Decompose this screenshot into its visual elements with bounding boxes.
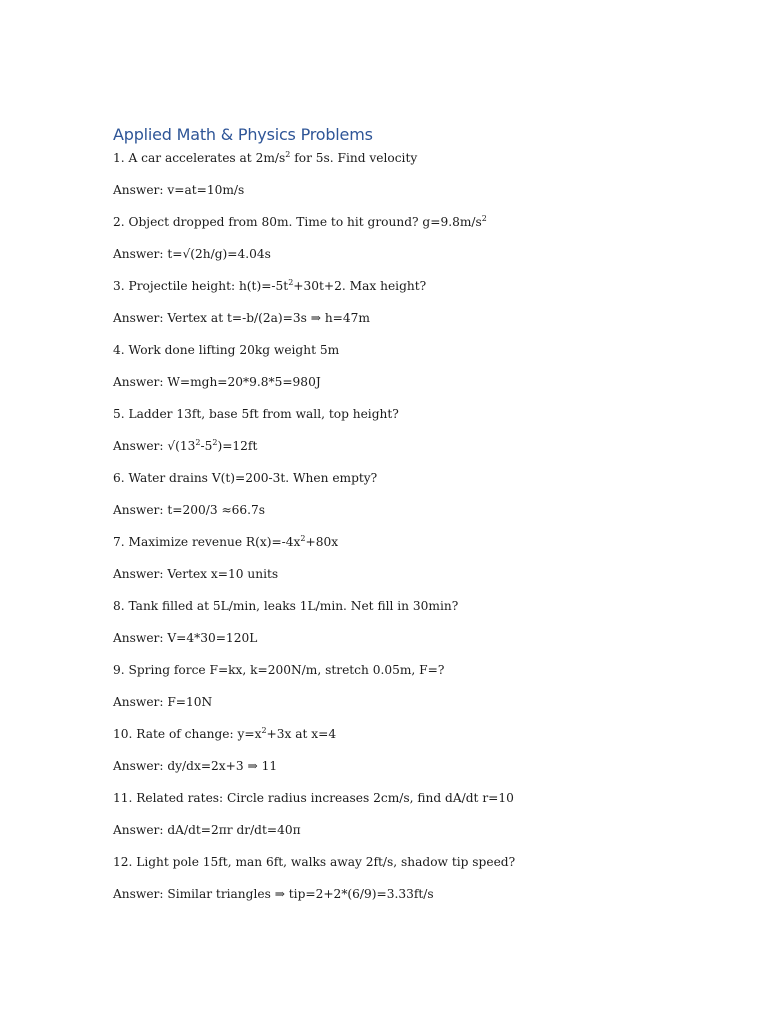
answer-4: Answer: W=mgh=20*9.8*5=980J [113,375,321,389]
problem-12: 12. Light pole 15ft, man 6ft, walks away 2ft/s, shadow tip speed? [113,855,516,869]
answer-11: Answer: dA/dt=2πr dr/dt=40π [113,823,301,837]
answer-12: Answer: Similar triangles ⇒ tip=2+2*(6/9)=3.33ft/s [113,887,434,901]
problem-6: 6. Water drains V(t)=200-3t. When empty? [113,471,378,485]
problem-7: 7. Maximize revenue $R(x)=-4x^2+80x$ [113,533,339,549]
problem-5: 5. Ladder 13ft, base 5ft from wall, top height? [113,407,399,421]
problem-2: 2. Object dropped from 80m. Time to hit ground? $g=9.8m/s^2$ [113,213,487,229]
problem-10: 10. Rate of change: $y=x^2+3x$ at x=4 [113,725,337,741]
problem-4: 4. Work done lifting 20kg weight 5m [113,343,340,357]
problem-1: 1. A car accelerates at $2m/s^2$ for 5s. Find velocity [113,149,418,165]
answer-9: Answer: F=10N [113,695,213,709]
answer-2: Answer: t=√(2h/g)=4.04s [113,247,271,261]
answer-6: Answer: t=200/3 ≈66.7s [113,503,266,517]
problem-3: 3. Projectile height: $h(t)=-5t^2+30t+2$. Max height? [113,277,427,293]
answer-5: Answer: $√(13^2-5^2)=12ft$ [113,437,258,453]
problem-9: 9. Spring force F=kx, k=200N/m, stretch 0.05m, F=? [113,663,445,677]
answer-7: Answer: Vertex x=10 units [113,567,279,581]
document-title: Applied Math & Physics Problems [113,125,373,144]
answer-10: Answer: dy/dx=2x+3 ⇒ 11 [113,759,278,773]
answer-8: Answer: V=4*30=120L [113,631,258,645]
answer-3: Answer: Vertex at t=-b/(2a)=3s ⇒ h=47m [113,311,370,325]
answer-1: Answer: v=at=10m/s [113,183,245,197]
document-body [113,148,713,916]
problem-11: 11. Related rates: Circle radius increases 2cm/s, find dA/dt r=10 [113,791,514,805]
problem-8: 8. Tank filled at 5L/min, leaks 1L/min. Net fill in 30min? [113,599,459,613]
